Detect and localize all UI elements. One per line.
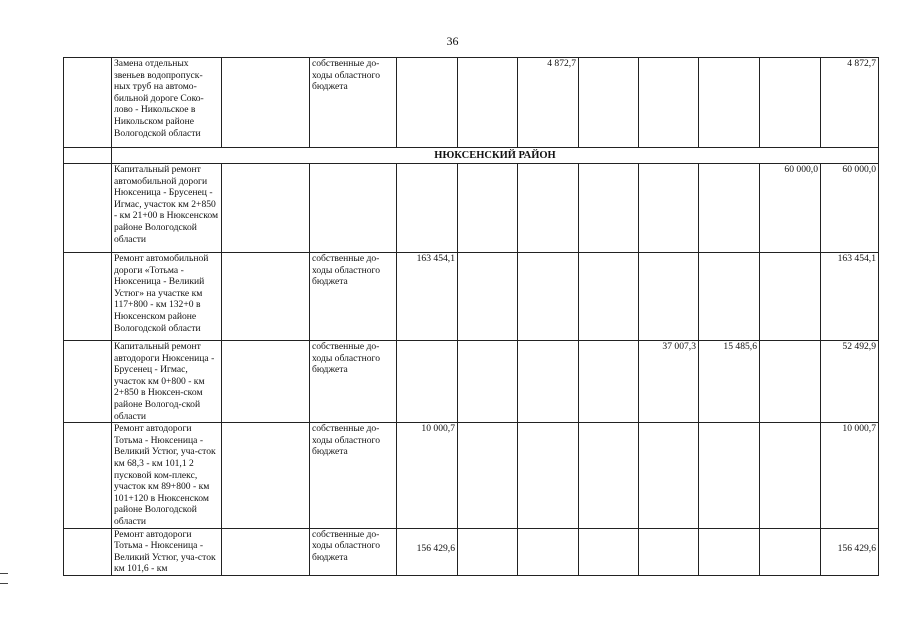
page-number: 36 xyxy=(446,34,459,48)
amount-cell xyxy=(639,58,699,148)
amount-cell xyxy=(397,58,458,148)
amount-cell xyxy=(518,164,579,253)
amount-cell xyxy=(397,341,458,423)
amount-cell xyxy=(458,253,518,341)
funding-source-cell: собственные до-ходы областного бюджета xyxy=(310,253,397,341)
amount-cell xyxy=(579,341,639,423)
amount-cell xyxy=(518,253,579,341)
row-number-cell xyxy=(64,528,112,575)
amount-cell xyxy=(699,253,760,341)
amount-cell: 37 007,3 xyxy=(639,341,699,423)
row-number-cell xyxy=(64,148,112,164)
empty-cell xyxy=(222,528,310,575)
empty-cell xyxy=(222,164,310,253)
amount-cell: 4 872,7 xyxy=(518,58,579,148)
amount-cell xyxy=(699,423,760,528)
table-row xyxy=(64,58,879,148)
empty-cell xyxy=(222,423,310,528)
amount-cell xyxy=(579,58,639,148)
amount-cell: 60 000,0 xyxy=(760,164,821,253)
total-cell: 156 429,6 xyxy=(821,528,879,575)
amount-cell: 15 485,6 xyxy=(699,341,760,423)
funding-source-cell: собственные до-ходы областного бюджета xyxy=(310,423,397,528)
amount-cell: 156 429,6 xyxy=(397,528,458,575)
funding-source-cell xyxy=(310,164,397,253)
amount-cell xyxy=(458,341,518,423)
table-row xyxy=(64,253,879,341)
table-row xyxy=(64,341,879,423)
amount-cell xyxy=(579,164,639,253)
amount-cell xyxy=(579,423,639,528)
section-title: НЮКСЕНСКИЙ РАЙОН xyxy=(112,148,879,164)
object-name-cell: Ремонт автодороги Тотьма - Нюксеница - Великий Устюг, уча-сток км 68,3 - км 101,1 2 пусковой ком-плекс, участок км 89+800 - км 101+120 в Нюксенском районе Вологодской области xyxy=(112,423,222,528)
amount-cell xyxy=(760,528,821,575)
amount-cell xyxy=(458,58,518,148)
total-cell: 60 000,0 xyxy=(821,164,879,253)
empty-cell xyxy=(222,253,310,341)
amount-cell xyxy=(699,58,760,148)
amount-cell xyxy=(699,528,760,575)
total-cell: 163 454,1 xyxy=(821,253,879,341)
object-name-cell: Ремонт автомобильной дороги «Тотьма - Нюксеница - Великий Устюг» на участке км 117+800 - км 132+0 в Нюксенском районе Вологодской области xyxy=(112,253,222,341)
amount-cell xyxy=(518,341,579,423)
section-header-row xyxy=(64,148,879,164)
table-row xyxy=(64,164,879,253)
total-cell: 4 872,7 xyxy=(821,58,879,148)
amount-cell xyxy=(639,164,699,253)
row-number-cell xyxy=(64,341,112,423)
budget-table xyxy=(63,57,879,576)
amount-cell: 10 000,7 xyxy=(397,423,458,528)
row-number-cell xyxy=(64,253,112,341)
row-number-cell xyxy=(64,58,112,148)
object-name-cell: Замена отдельных звеньев водопропуск-ных труб на автомо-бильной дороге Соко-лово - Никольское в Никольском районе Вологодской области xyxy=(112,58,222,148)
amount-cell xyxy=(760,58,821,148)
amount-cell xyxy=(639,253,699,341)
row-number-cell xyxy=(64,164,112,253)
amount-cell xyxy=(458,164,518,253)
funding-source-cell: собственные до-ходы областного бюджета xyxy=(310,341,397,423)
margin-mark xyxy=(0,583,8,584)
object-name-cell: Капитальный ремонт автодороги Нюксеница - Брусенец - Игмас, участок км 0+800 - км 2+850 в Нюксен-ском районе Вологод-ской области xyxy=(112,341,222,423)
amount-cell xyxy=(579,253,639,341)
amount-cell xyxy=(760,253,821,341)
funding-source-cell: собственные до-ходы областного бюджета xyxy=(310,58,397,148)
row-number-cell xyxy=(64,423,112,528)
empty-cell xyxy=(222,58,310,148)
object-name-cell: Капитальный ремонт автомобильной дороги Нюксеница - Брусенец - Игмас, участок км 2+850 - км 21+00 в Нюксенском районе Вологодской области xyxy=(112,164,222,253)
amount-cell xyxy=(579,528,639,575)
amount-cell: 163 454,1 xyxy=(397,253,458,341)
amount-cell xyxy=(699,164,760,253)
empty-cell xyxy=(222,341,310,423)
amount-cell xyxy=(639,423,699,528)
amount-cell xyxy=(458,528,518,575)
object-name-cell: Ремонт автодороги Тотьма - Нюксеница - Великий Устюг, уча-сток км 101,6 - км xyxy=(112,528,222,575)
table-row xyxy=(64,528,879,575)
amount-cell xyxy=(518,528,579,575)
funding-source-cell: собственные до-ходы областного бюджета xyxy=(310,528,397,575)
table-row xyxy=(64,423,879,528)
amount-cell xyxy=(458,423,518,528)
amount-cell xyxy=(760,423,821,528)
amount-cell xyxy=(760,341,821,423)
amount-cell xyxy=(639,528,699,575)
total-cell: 52 492,9 xyxy=(821,341,879,423)
total-cell: 10 000,7 xyxy=(821,423,879,528)
margin-mark xyxy=(0,573,8,574)
amount-cell xyxy=(397,164,458,253)
amount-cell xyxy=(518,423,579,528)
